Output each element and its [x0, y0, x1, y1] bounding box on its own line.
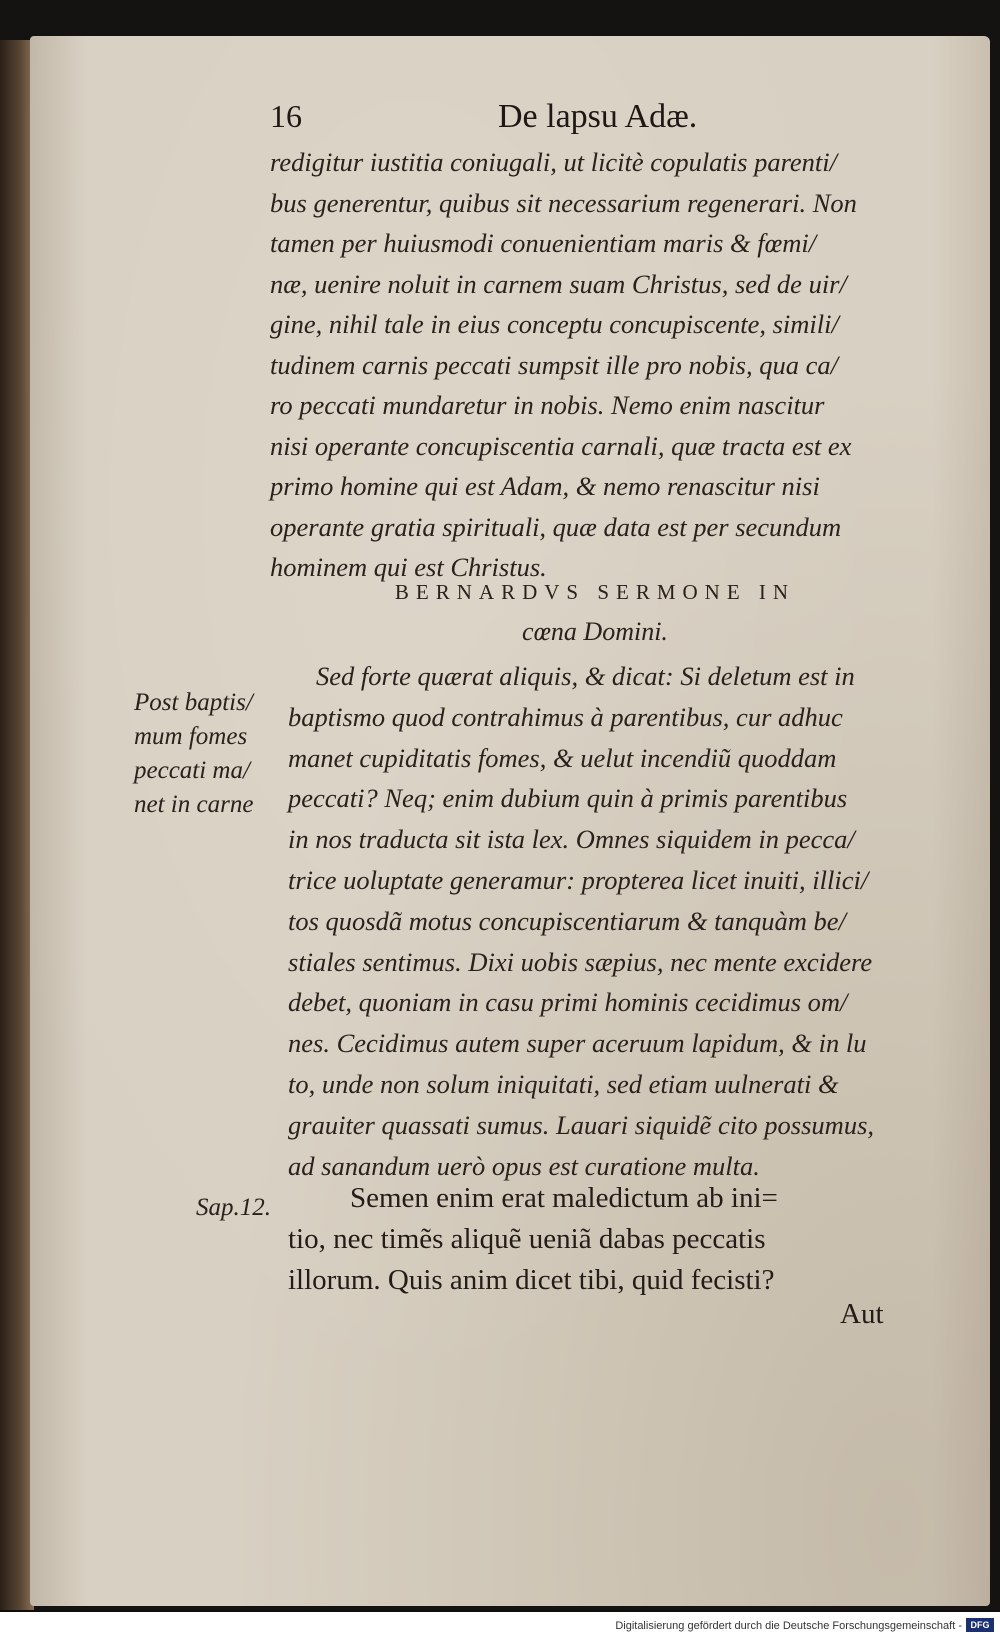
- text-line: to, unde non solum iniquitati, sed etiam uulnerati &: [288, 1068, 839, 1099]
- text-line: debet, quoniam in casu primi hominis cecidimus om/: [288, 987, 848, 1018]
- text-line: primo homine qui est Adam, & nemo renascitur nisi: [270, 471, 820, 501]
- page-number: 16: [270, 98, 302, 134]
- text-line: Semen enim erat maledictum ab ini=: [350, 1182, 778, 1214]
- text-line: in nos traducta sit ista lex. Omnes siquidem in pecca/: [288, 824, 855, 855]
- text-block-1: [270, 142, 920, 588]
- text-line: Sed forte quærat aliquis, & dicat: Si deletum est in: [316, 661, 855, 691]
- marginal-line: Post baptis/: [134, 689, 253, 716]
- text-line: ad sanandum uerò opus est curatione multa.: [288, 1150, 760, 1181]
- catchword: Aut: [840, 1298, 884, 1330]
- marginal-note: [134, 686, 284, 822]
- text-line: illorum. Quis anim dicet tibi, quid fecisti?: [288, 1264, 775, 1296]
- text-line: næ, uenire noluit in carnem suam Christus, sed de uir/: [270, 268, 847, 299]
- text-line: baptismo quod contrahimus à parentibus, cur adhuc: [288, 701, 843, 732]
- dfg-logo: DFG: [966, 1618, 994, 1632]
- text-line: redigitur iustitia coniugali, ut licitè copulatis parenti/: [270, 147, 838, 177]
- text-line: ro peccati mundaretur in nobis. Nemo enim nascitur: [270, 390, 825, 420]
- text-line: operante gratia spirituali, quæ data est per secundum: [270, 511, 842, 542]
- marginal-reference: Sap.12.: [196, 1194, 271, 1221]
- text-line: bus generentur, quibus sit necessarium regenerari. Non: [270, 187, 857, 218]
- funding-credit: Digitalisierung gefördert durch die Deutsche Forschungsgemeinschaft -: [615, 1620, 962, 1632]
- text-block-3: [288, 1178, 928, 1301]
- text-line: tudinem carnis peccati sumpsit ille pro nobis, qua ca/: [270, 349, 838, 380]
- text-line: tamen per huiusmodi conuenientiam maris & fœmi/: [270, 228, 817, 258]
- running-head: [270, 98, 920, 144]
- text-line: tos quosdã motus concupiscentiarum & tanquàm be/: [288, 905, 846, 936]
- marginal-line: mum fomes: [134, 723, 248, 750]
- marginal-line: peccati ma/: [134, 757, 250, 784]
- text-line: peccati? Neq; enim dubium quin à primis parentibus: [288, 783, 848, 814]
- running-title: De lapsu Adæ.: [498, 98, 698, 135]
- text-line: grauiter quassati sumus. Lauari siquidẽ cito possumus,: [288, 1109, 875, 1140]
- section-subheading: cœna Domini.: [522, 617, 668, 646]
- book-binding-edge: [0, 40, 34, 1610]
- marginal-line: net in carne: [134, 791, 254, 818]
- text-line: hominem qui est Christus.: [270, 552, 547, 582]
- text-line: nes. Cecidimus autem super aceruum lapidum, & in lu: [288, 1028, 867, 1059]
- text-line: trice uoluptate generamur: propterea licet inuiti, illici/: [288, 864, 869, 895]
- text-line: tio, nec timẽs aliquẽ ueniã dabas peccatis: [288, 1223, 766, 1255]
- text-line: nisi operante concupiscentia carnali, quæ tracta est ex: [270, 430, 852, 461]
- section-heading: BERNARDVS SERMONE IN: [394, 580, 796, 604]
- footer-bar: [0, 1612, 1000, 1640]
- text-line: manet cupiditatis fomes, & uelut incendiũ quoddam: [288, 742, 837, 773]
- text-block-2: [288, 656, 928, 1186]
- text-line: gine, nihil tale in eius conceptu concupiscente, simili/: [270, 309, 839, 339]
- text-line: stiales sentimus. Dixi uobis sæpius, nec mente excidere: [288, 946, 873, 977]
